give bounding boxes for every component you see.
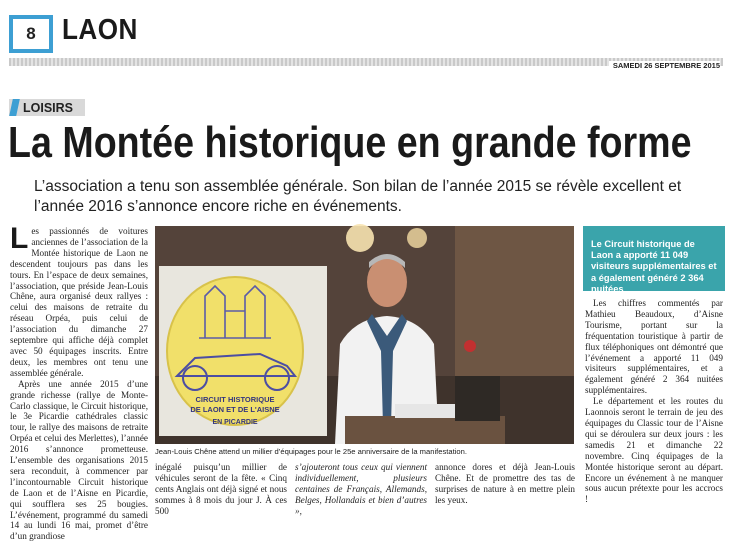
paragraph: Après une année 2015 d’une grande richesse (rallye de Monte-Carlo classique, le Circuit historique, le 3e Picardie cathédrales classic tour, le rallye des maisons de retraite Orpéa et celui des Merlettes), l’année 2016 s’annonce prometteuse. L’ensemble des organisations 2015 sera reconduit, à commencer par l’incontournable Circuit historique de Laon et de l’Aisne en Picardie, qui soufflera ses 25 bougies. L’événement, programmé du samedi 14 au lundi 16 mai, promet d’être d’un grandiose [10,378,148,542]
paragraph [10,222,148,379]
photo-caption: Jean-Louis Chêne attend un millier d’équipages pour le 25e anniversaire de la manifestation. [155,447,467,456]
issue-date: SAMEDI 26 SEPTEMBRE 2015 [609,61,720,70]
page-number-text: 8 [26,24,36,43]
section-city: LAON [62,14,138,46]
article-column-4: annonce dores et déjà Jean-Louis Chêne. Et de promettre des tas de surprises de nature à en mettre plein les yeux. [435,462,575,505]
drop-cap: L [10,222,29,255]
highlight-box: Le Circuit historique de Laon a apporté 11 049 visiteurs supplémentaires et a également généré 2 364 nuitées [583,226,725,291]
paragraph-text: es passionnés de voitures anciennes de l’association de la Montée historique de Laon ne descendent toujours pas dans les tours. En l’espace de deux semaines, l’association, que préside Jean-Louis Chêne, aura organisé deux rallyes : celui des maisons de retraite du réseau Orpéa, puis celui de l’association du dimanche 27 septembre qui affiche déjà complet avec 50 équipages inscrits. Entre deux, les membres ont tenu une assemblée générale. [10,226,148,378]
article-column-2: inégalé puisqu’un millier de véhicules seront de la fête. « Cinq cents Anglais ont déjà signé et nous sommes à 8 mois du jour J. À ces 500 [155,462,287,516]
article-column-1 [10,222,148,542]
page-number [9,15,53,53]
paragraph: Les chiffres commentés par Mathieu Beaudoux, d’Aisne Tourisme, portant sur la fréquentation touristique à partir de flux téléphoniques ont démontré que l’événement a apporté 11 049 visiteurs supplémentaires, et a également généré 2 364 nuitées supplémentaires. [585,298,723,396]
rubric-label: LOISIRS [23,100,74,115]
rubric-tag [9,99,85,116]
standfirst: L’association a tenu son assemblée générale. Son bilan de l’année 2015 se révèle excellent et l’année 2016 s’annonce encore riche en événements. [34,178,682,215]
article-column-3: s’ajouteront tous ceux qui viennent individuellement, plusieurs centaines de Français, Allemands, Belges, Hollandais et bien d’autres », [295,462,427,516]
poster-line-1: CIRCUIT HISTORIQUE [195,395,275,404]
headline: La Montée historique en grande forme [8,118,692,167]
poster-line-3: EN PICARDIE [212,419,258,426]
poster-line-2: DE LAON ET DE L'AISNE [190,405,280,414]
paragraph: Le département et les routes du Laonnois seront le terrain de jeu des équipages du Classic tour de l’Aisne qui se déroulera sur deux jours : les samedis 21 et dimanche 22 novembre. Cinq équipages de la Montée historique seront au départ. Encore un événement à ne manquer sous aucun prétexte pour les accrocs ! [585,396,723,505]
article-column-right [585,298,723,505]
photo-illustration [155,226,574,444]
rubric-bar [9,99,20,116]
article-photo [155,226,574,444]
